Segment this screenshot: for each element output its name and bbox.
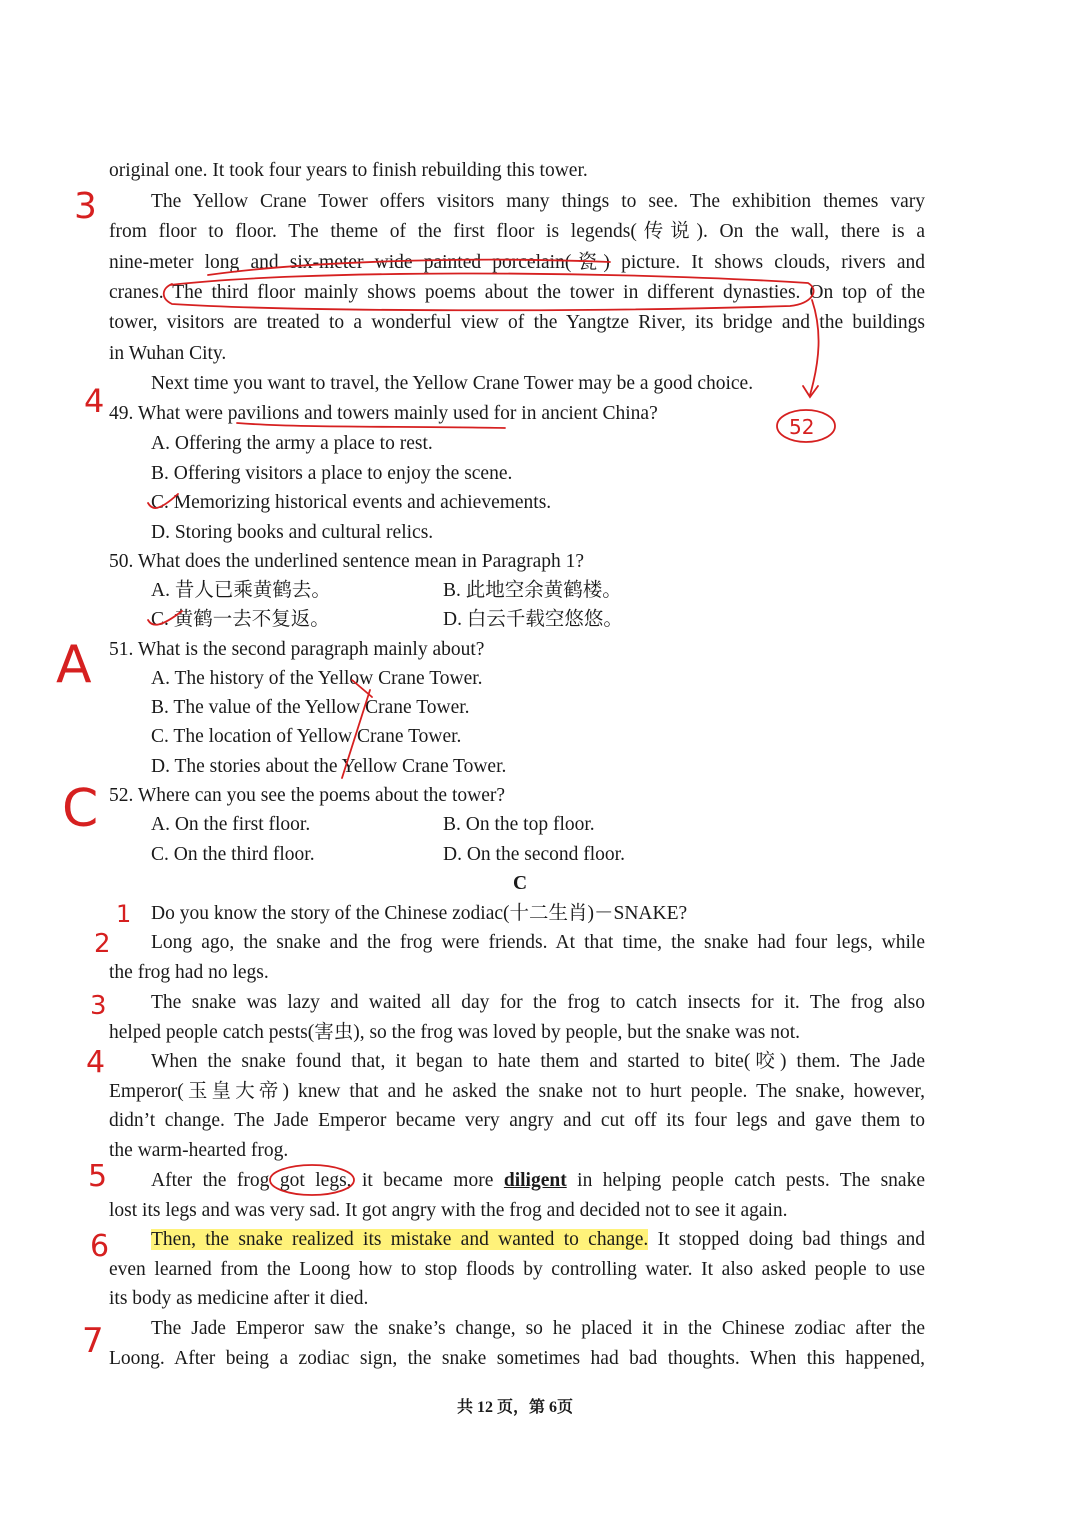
para5-text-post: in helping people catch pests. The snake <box>566 1170 925 1191</box>
circle-52 <box>777 410 835 442</box>
section-c-para6-line3: its body as medicine after it died. <box>109 1288 369 1309</box>
section-c-para5-line2: lost its legs and was very sad. It got angry with the frog and decided not to see it again. <box>109 1200 788 1221</box>
section-c-para6-line2: even learned from the Loong how to stop floods by controlling water. It also asked people to use <box>109 1259 925 1280</box>
question-49-stem: 49. What were pavilions and towers mainly used for in ancient China? <box>109 403 658 424</box>
question-50-option-c: C. 黄鹤一去不复返。 <box>151 609 330 630</box>
section-c-para3-line2: helped people catch pests(害虫), so the frog was loved by people, but the snake was not. <box>109 1022 800 1043</box>
question-52-stem: 52. Where can you see the poems about the tower? <box>109 785 505 806</box>
section-c-para4-line2: Emperor(玉皇大帝) knew that and he asked the snake not to hurt people. The snake, however, <box>109 1081 925 1102</box>
question-49-option-c: C. Memorizing historical events and achievements. <box>151 492 552 513</box>
question-51-stem: 51. What is the second paragraph mainly about? <box>109 639 485 660</box>
section-c-para4-line3: didn’t change. The Jade Emperor became very angry and cut off its four legs and gave them to <box>109 1110 925 1131</box>
section-c-para2-line2: the frog had no legs. <box>109 962 269 983</box>
answer-52-C: C <box>62 779 99 839</box>
question-50-option-d: D. 白云千载空悠悠。 <box>443 609 623 630</box>
page-footer: 共 12 页，第 6页 <box>456 1399 573 1416</box>
passage-b-para2-line2: from floor to floor. The theme of the first floor is legends(传说). On the wall, there is a <box>109 221 925 242</box>
para-num-3: 3 <box>90 991 107 1021</box>
para-num-1: 1 <box>116 900 132 928</box>
passage-line: original one. It took four years to finish rebuilding this tower. <box>109 160 588 181</box>
question-51-option-d: D. The stories about the Yellow Crane Tower. <box>151 756 507 777</box>
section-c-para7-line1: The Jade Emperor saw the snake’s change, so he placed it in the Chinese zodiac after the <box>151 1318 925 1339</box>
answer-51-A: A <box>56 635 92 695</box>
passage-b-para3: Next time you want to travel, the Yellow Crane Tower may be a good choice. <box>151 373 754 394</box>
para-num-6: 6 <box>90 1229 110 1264</box>
para-num-7: 7 <box>82 1321 104 1361</box>
question-51-option-b: B. The value of the Yellow Crane Tower. <box>151 697 470 718</box>
note-52: 52 <box>789 415 815 439</box>
question-51-option-c: C. The location of Yellow Crane Tower. <box>151 726 462 747</box>
para5-text-pre: After the frog got legs, it became more <box>151 1170 504 1191</box>
passage-b-para2-line5: tower, visitors are treated to a wonderful view of the Yangtze River, its bridge and the buildings <box>109 312 925 333</box>
diligent-word: diligent <box>503 1170 567 1191</box>
section-c-para7-line2: Loong. After being a zodiac sign, the snake sometimes had bad thoughts. When this happened, <box>109 1348 925 1369</box>
section-c-para3-line1: The snake was lazy and waited all day for the frog to catch insects for it. The frog also <box>151 992 925 1013</box>
arrow-head <box>803 386 818 397</box>
para6-text-rest: It stopped doing bad things and <box>648 1229 925 1250</box>
question-50-option-b: B. 此地空余黄鹤楼。 <box>443 580 622 601</box>
para-num-2: 2 <box>94 929 111 959</box>
para-num-5: 5 <box>88 1159 108 1194</box>
question-51-option-a: A. The history of the Yellow Crane Tower. <box>151 668 483 689</box>
section-c-para5-line1 <box>109 1168 925 1194</box>
section-c-para4-line4: the warm-hearted frog. <box>109 1140 289 1161</box>
highlighted-sentence: Then, the snake realized its mistake and wanted to change. <box>151 1229 649 1250</box>
question-52-option-a: A. On the first floor. <box>151 814 311 835</box>
para-num-4-top: 4 <box>84 382 105 420</box>
section-c-title: Do you know the story of the Chinese zodiac(十二生肖)－SNAKE? <box>151 903 688 924</box>
question-52-option-c: C. On the third floor. <box>151 844 315 865</box>
question-52-option-b: B. On the top floor. <box>443 814 595 835</box>
question-49-option-d: D. Storing books and cultural relics. <box>151 522 434 543</box>
section-c-para2-line1: Long ago, the snake and the frog were friends. At that time, the snake had four legs, while <box>151 932 925 953</box>
section-c-heading: C <box>512 873 528 894</box>
section-c-para6-line1 <box>109 1227 925 1253</box>
passage-b-para2-line1: The Yellow Crane Tower offers visitors many things to see. The exhibition themes vary <box>151 191 925 212</box>
passage-b-para2-line6: in Wuhan City. <box>109 343 227 364</box>
para-num-4: 4 <box>86 1045 106 1080</box>
para-num-3-top: 3 <box>74 186 97 227</box>
passage-b-para2-line4: cranes. The third floor mainly shows poems about the tower in different dynasties. On top of the <box>109 282 925 303</box>
section-c-para4-line1: When the snake found that, it began to hate them and started to bite(咬) them. The Jade <box>151 1051 925 1072</box>
question-52-option-d: D. On the second floor. <box>443 844 625 865</box>
question-49-option-b: B. Offering visitors a place to enjoy the scene. <box>151 463 513 484</box>
question-49-option-a: A. Offering the army a place to rest. <box>151 433 433 454</box>
passage-b-para2-line3: nine-meter long and six-meter wide painted porcelain(瓷) picture. It shows clouds, rivers and <box>109 252 925 273</box>
question-50-option-a: A. 昔人已乘黄鹤去。 <box>151 580 331 601</box>
question-50-stem: 50. What does the underlined sentence mean in Paragraph 1? <box>109 551 585 572</box>
